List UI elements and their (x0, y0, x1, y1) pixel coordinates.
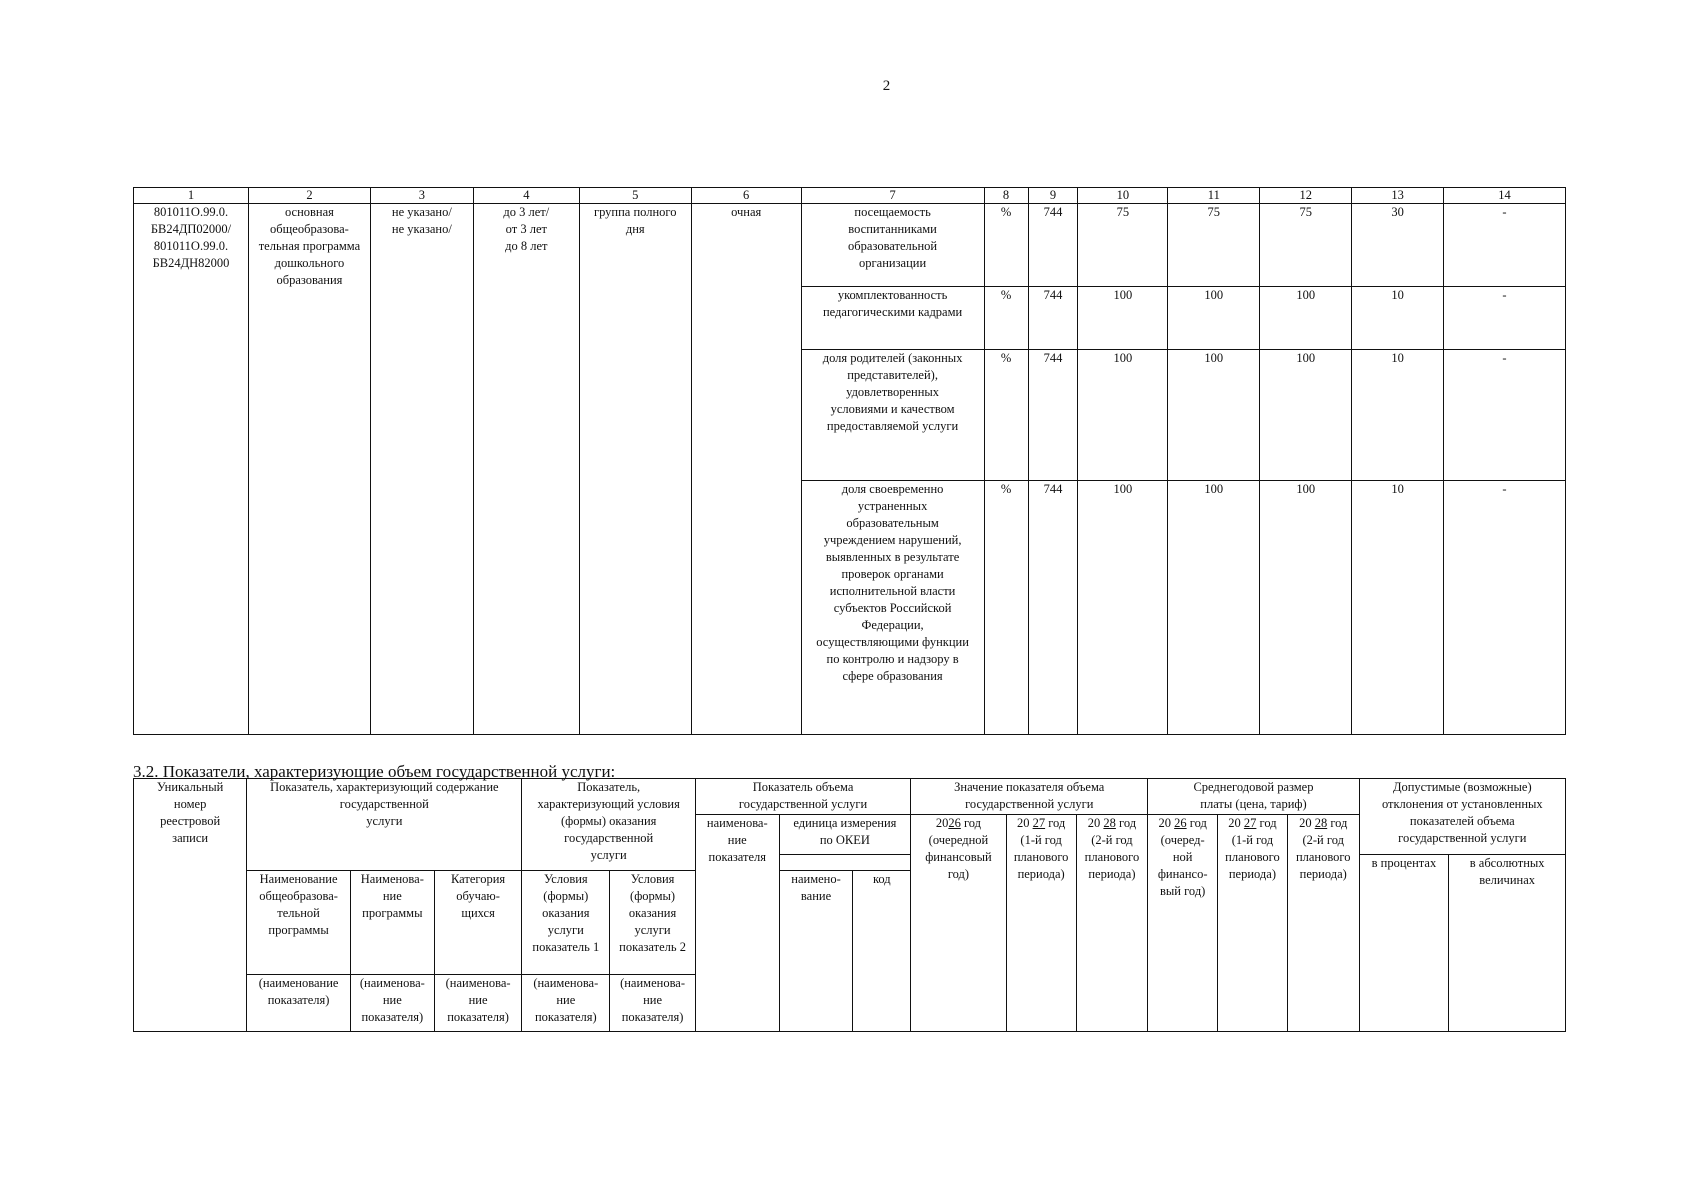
text-line: (наименова- (445, 976, 511, 990)
text-line: до 3 лет/ (503, 205, 550, 219)
column-number-12: 12 (1260, 188, 1352, 204)
text-line: планового (1295, 850, 1351, 864)
text-line: (наименова- (533, 976, 599, 990)
section-title: 3.2. Показатели, характеризующие объем государственной услуги: (133, 762, 616, 781)
deviation-percent-cell: 10 (1352, 287, 1444, 350)
text-line: программы (268, 923, 329, 937)
fee-year3-note (1290, 832, 1357, 883)
text-line: единица измерения (793, 816, 897, 830)
text-line: ние (382, 993, 402, 1007)
volume-indicator-header (695, 779, 910, 815)
text-line: укомплектованность (837, 288, 948, 302)
value-2027-cell: 100 (1168, 287, 1260, 350)
text-line: характеризующий условия (537, 797, 680, 811)
year-2028: 28 (1314, 816, 1328, 830)
text-line: (наименование (258, 976, 339, 990)
text-line: (наименова- (620, 976, 686, 990)
condition-1-subheader (522, 871, 610, 975)
year-suffix: год (1330, 816, 1348, 830)
indicator-name-cell (801, 204, 984, 287)
text-line: показателя) (621, 1010, 684, 1024)
column-number-7: 7 (801, 188, 984, 204)
text-line: Допустимые (возможные) (1392, 780, 1532, 794)
value-year1-header (911, 815, 1007, 1032)
text-line: группа полного (593, 205, 677, 219)
text-line: 801011О.99.0. (153, 239, 229, 253)
text-line: удовлетворенных (846, 385, 940, 399)
column-number-5: 5 (579, 188, 691, 204)
text-line: год) (947, 867, 970, 881)
text-line: от 3 лет (505, 222, 547, 236)
volume-indicators-table (133, 778, 1566, 1032)
text-line: в абсолютных (1469, 856, 1545, 870)
text-line: Показатель, (577, 780, 641, 794)
text-line: вание (800, 889, 832, 903)
quality-indicators-table (133, 187, 1566, 735)
student-category-cell (370, 204, 473, 735)
text-line: основная (284, 205, 334, 219)
text-line: субъектов Российской (833, 601, 952, 615)
year-suffix: год (963, 816, 982, 830)
text-line: показателя) (267, 993, 330, 1007)
text-line: тельная программа (258, 239, 361, 253)
column-number-14: 14 (1444, 188, 1566, 204)
text-line: государственной (339, 797, 429, 811)
text-line: показателей объема (1409, 814, 1515, 828)
text-line: ние (643, 993, 663, 1007)
text-line: показателя) (361, 1010, 424, 1024)
text-line: не указано/ (391, 222, 452, 236)
text-line: 801011О.99.0. (153, 205, 229, 219)
text-line: (очеред- (1160, 833, 1205, 847)
column-number-1: 1 (134, 188, 249, 204)
text-line: Значение показателя объема (954, 780, 1105, 794)
value-2028-cell: 75 (1260, 204, 1352, 287)
indicator-name-cell (801, 481, 984, 735)
text-line: государственной (564, 831, 654, 845)
text-line: планового (1013, 850, 1069, 864)
value-2026-cell: 100 (1078, 481, 1168, 735)
year-prefix: 20 (1016, 816, 1030, 830)
value-2028-cell: 100 (1260, 481, 1352, 735)
okei-spacer (779, 855, 911, 871)
volume-value-header (911, 779, 1148, 815)
value-year2-note (1009, 832, 1074, 883)
okei-code-cell: 744 (1028, 481, 1078, 735)
fee-year1-header (1148, 815, 1218, 1032)
text-line: (наименова- (359, 976, 425, 990)
text-line: платы (цена, тариф) (1200, 797, 1307, 811)
text-line: (2-й год (1091, 833, 1133, 847)
text-line: показатель 1 (532, 940, 600, 954)
text-line: по ОКЕИ (819, 833, 870, 847)
year-prefix: 20 (935, 816, 949, 830)
column-number-10: 10 (1078, 188, 1168, 204)
value-2026-cell: 100 (1078, 287, 1168, 350)
indicator-name-header (695, 815, 779, 1032)
program-subheader (350, 871, 434, 975)
condition-2-subheader (610, 871, 696, 975)
deviation-absolute-cell: - (1444, 204, 1566, 287)
value-year1-note (913, 832, 1004, 883)
text-line: номер (173, 797, 207, 811)
text-line: устраненных (857, 499, 928, 513)
column-number-4: 4 (473, 188, 579, 204)
text-line: БВ24ДН82000 (152, 256, 230, 270)
fee-year3-header (1287, 815, 1359, 1032)
deviation-absolute-cell: - (1444, 481, 1566, 735)
text-line: величинах (1479, 873, 1536, 887)
column-number-row (134, 188, 1566, 204)
text-line: оказания (542, 906, 590, 920)
text-line: организации (859, 256, 927, 270)
year-prefix: 20 (1228, 816, 1241, 830)
text-line: сфере образования (842, 669, 943, 683)
registry-number-header (134, 779, 247, 1032)
text-line: осуществляющими функции (816, 635, 969, 649)
value-year3-header (1076, 815, 1148, 1032)
text-line: БВ24ДП02000/ (150, 222, 232, 236)
text-line: показателя) (447, 1010, 509, 1024)
deviation-percent-cell: 10 (1352, 350, 1444, 481)
text-line: финансовый (925, 850, 992, 864)
deviation-percent-cell: 30 (1352, 204, 1444, 287)
text-line: государственной услуги (1398, 831, 1527, 845)
text-line: доля родителей (законных (822, 351, 963, 365)
text-line: дня (625, 222, 645, 236)
okei-unit-header (779, 815, 911, 855)
text-line: периода) (1017, 867, 1065, 881)
year-suffix: год (1048, 816, 1066, 830)
text-line: вый год) (1160, 884, 1206, 898)
text-line: Условия (630, 872, 675, 886)
value-2028-cell: 100 (1260, 287, 1352, 350)
deviation-absolute-cell: - (1444, 287, 1566, 350)
column-number-11: 11 (1168, 188, 1260, 204)
deviation-absolute-header (1449, 855, 1566, 1032)
text-line: ной (1172, 850, 1193, 864)
text-line: планового (1084, 850, 1140, 864)
program-name-subheader (247, 871, 351, 975)
text-line: Условия (543, 872, 588, 886)
text-line: условиями и качеством (830, 402, 955, 416)
text-line: периода) (1088, 867, 1136, 881)
fee-header (1148, 779, 1359, 815)
year-suffix: год (1119, 816, 1137, 830)
text-line: (очередной (928, 833, 989, 847)
text-line: Федерации, (861, 618, 924, 632)
text-line: не указано/ (391, 205, 452, 219)
year-prefix: 20 (1299, 816, 1312, 830)
registry-number-cell (134, 204, 249, 735)
text-line: образовательной (848, 239, 938, 253)
page-number: 2 (882, 78, 891, 94)
text-line: (1-й год (1231, 833, 1274, 847)
text-line: показателя (708, 850, 767, 864)
text-line: воспитанниками (848, 222, 937, 236)
unit-cell: % (984, 481, 1028, 735)
deviation-percent-header: в процентах (1359, 855, 1449, 1032)
column-number-2: 2 (248, 188, 370, 204)
text-line: оказания (628, 906, 677, 920)
text-line: Наименова- (360, 872, 424, 886)
text-line: доля своевременно (841, 482, 944, 496)
text-line: реестровой (160, 814, 221, 828)
fee-year1-note (1150, 832, 1215, 900)
unit-cell: % (984, 287, 1028, 350)
text-line: ние (556, 993, 576, 1007)
name-placeholder-cell (247, 975, 351, 1032)
text-line: (формы) (630, 889, 676, 903)
year-prefix: 20 (1158, 816, 1171, 830)
text-line: общеобразова- (259, 889, 338, 903)
value-2026-cell: 75 (1078, 204, 1168, 287)
indicator-name-cell (801, 350, 984, 481)
column-number-3: 3 (370, 188, 473, 204)
unit-cell: % (984, 204, 1028, 287)
name-placeholder-cell (350, 975, 434, 1032)
text-line: Категория (450, 872, 506, 886)
deviation-percent-cell: 10 (1352, 481, 1444, 735)
text-line: обучаю- (456, 889, 500, 903)
text-line: периода) (1299, 867, 1347, 881)
okei-code-cell: 744 (1028, 287, 1078, 350)
column-number-8: 8 (984, 188, 1028, 204)
text-line: (2-й год (1302, 833, 1344, 847)
text-line: ние (727, 833, 747, 847)
text-line: щихся (461, 906, 495, 920)
text-line: наимено- (791, 872, 841, 886)
text-line: общеобразова- (270, 222, 349, 236)
text-line: представителей), (847, 368, 938, 382)
text-line: (1-й год (1020, 833, 1062, 847)
year-2027: 27 (1243, 816, 1257, 830)
text-line: финансо- (1157, 867, 1208, 881)
text-line: Среднегодовой размер (1193, 780, 1314, 794)
year-2028: 28 (1103, 816, 1116, 830)
value-2026-cell: 100 (1078, 350, 1168, 481)
text-line: наименова- (706, 816, 768, 830)
value-2027-cell: 100 (1168, 350, 1260, 481)
text-line: образования (276, 273, 343, 287)
text-line: (формы) оказания (560, 814, 657, 828)
column-number-6: 6 (691, 188, 801, 204)
value-2027-cell: 75 (1168, 204, 1260, 287)
text-line: (формы) (543, 889, 589, 903)
year-2026: 26 (948, 816, 961, 830)
okei-code-cell: 744 (1028, 204, 1078, 287)
text-line: образовательным (846, 516, 939, 530)
indicator-name-cell (801, 287, 984, 350)
program-cell (248, 204, 370, 735)
fee-year2-header (1218, 815, 1288, 1032)
text-line: планового (1225, 850, 1280, 864)
text-line: периода) (1228, 867, 1276, 881)
text-line: Показатель объема (752, 780, 854, 794)
form-cell: очная (691, 204, 801, 735)
conditions-indicator-header (522, 779, 696, 871)
text-line: показателя) (534, 1010, 597, 1024)
fee-year2-note (1220, 832, 1285, 883)
name-placeholder-cell (522, 975, 610, 1032)
text-line: программы (362, 906, 423, 920)
okei-code-cell: 744 (1028, 350, 1078, 481)
deviation-header (1359, 779, 1565, 855)
text-line: показатель 2 (619, 940, 686, 954)
text-line: услуги (366, 814, 403, 828)
text-line: государственной услуги (965, 797, 1094, 811)
age-cell (473, 204, 579, 735)
name-placeholder-cell (434, 975, 522, 1032)
text-line: ние (382, 889, 402, 903)
text-line: по контролю и надзору в (826, 652, 959, 666)
text-line: тельной (277, 906, 320, 920)
year-2026: 26 (1174, 816, 1187, 830)
text-line: записи (172, 831, 209, 845)
text-line: услуги (590, 848, 627, 862)
text-line: государственной услуги (738, 797, 868, 811)
text-line: отклонения от установленных (1381, 797, 1543, 811)
text-line: дошкольного (274, 256, 345, 270)
value-2027-cell: 100 (1168, 481, 1260, 735)
text-line: предоставляемой услуги (826, 419, 959, 433)
column-number-9: 9 (1028, 188, 1078, 204)
column-number-13: 13 (1352, 188, 1444, 204)
year-suffix: год (1259, 816, 1277, 830)
year-2027: 27 (1032, 816, 1046, 830)
text-line: Уникальный (156, 780, 224, 794)
text-line: услуги (547, 923, 584, 937)
text-line: ние (468, 993, 488, 1007)
text-line: услуги (634, 923, 671, 937)
value-year3-note (1079, 832, 1146, 883)
unit-code-subheader: код (853, 871, 911, 1032)
text-line: до 8 лет (505, 239, 548, 253)
text-line: Наименование (259, 872, 338, 886)
value-2028-cell: 100 (1260, 350, 1352, 481)
unit-cell: % (984, 350, 1028, 481)
text-line: посещаемость (854, 205, 931, 219)
group-cell (579, 204, 691, 735)
deviation-absolute-cell: - (1444, 350, 1566, 481)
unit-name-subheader (779, 871, 853, 1032)
student-category-subheader (434, 871, 522, 975)
text-line: педагогическими кадрами (822, 305, 963, 319)
value-year2-header (1006, 815, 1076, 1032)
text-line: выявленных в результате (825, 550, 960, 564)
year-prefix: 20 (1087, 816, 1101, 830)
text-line: учреждением нарушений, (823, 533, 962, 547)
content-indicator-header (247, 779, 522, 871)
text-line: проверок органами (841, 567, 944, 581)
name-placeholder-cell (610, 975, 696, 1032)
text-line: Показатель, характеризующий содержание (270, 780, 499, 794)
text-line: исполнительной власти (829, 584, 956, 598)
year-suffix: год (1189, 816, 1207, 830)
